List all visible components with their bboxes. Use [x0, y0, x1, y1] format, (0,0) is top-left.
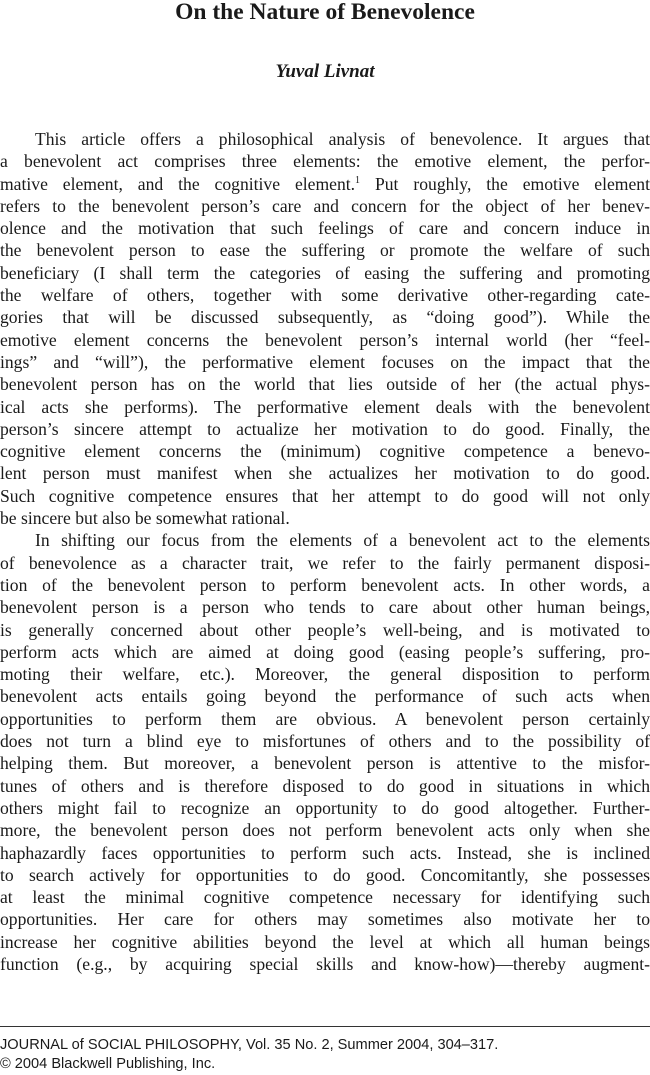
text-line: tunes of others and is therefore disposed to do good in situations in which: [0, 775, 650, 796]
text-line: opportunities to perform them are obvious. A benevolent person certainly: [0, 708, 650, 729]
text-line: helping them. But moreover, a benevolent person is attentive to the misfor-: [0, 753, 650, 774]
article-title: On the Nature of Benevolence: [175, 0, 475, 25]
text-line: emotive element concerns the benevolent person’s internal world (her “feel-: [0, 329, 650, 350]
text-line: This article offers a philosophical analysis of benevolence. It argues that: [35, 129, 650, 149]
article-body: [0, 128, 650, 975]
text-line: a benevolent act comprises three elements: the emotive element, the perfor-: [0, 151, 650, 172]
text-line: person’s sincere attempt to actualize her motivation to do good. Finally, the: [0, 418, 650, 439]
text-line: the welfare of others, together with some derivative other-regarding cate-: [0, 285, 650, 306]
text-line: perform acts which are aimed at doing good (easing people’s suffering, pro-: [0, 641, 650, 662]
text-line: ings” and “will”), the performative element focuses on the impact that the: [0, 351, 650, 372]
text-line: haphazardly faces opportunities to perform such acts. Instead, she is inclined: [0, 842, 650, 863]
text-line: cognitive element concerns the (minimum) cognitive competence a benevo-: [0, 441, 650, 462]
text-line: olence and the motivation that such feelings of care and concern induce in: [0, 218, 650, 239]
text-line: be sincere but also be somewhat rational.: [0, 508, 290, 529]
text-line: to search actively for opportunities to do good. Concomitantly, she possesses: [0, 864, 650, 885]
text-line: benevolent person is a person who tends to care about other human beings,: [0, 597, 650, 618]
text-line: opportunities. Her care for others may sometimes also motivate her to: [0, 909, 650, 930]
text-line: In shifting our focus from the elements of a benevolent act to the elements: [35, 530, 650, 551]
text-line: increase her cognitive abilities beyond the level at which all human beings: [0, 931, 650, 952]
text-line: more, the benevolent person does not perform benevolent acts only when she: [0, 820, 650, 841]
text-line: tion of the benevolent person to perform benevolent acts. In other words, a: [0, 574, 650, 595]
text-line: others might fail to recognize an opportunity to do good altogether. Further-: [0, 797, 650, 818]
text-line: is generally concerned about other people’s well-being, and is motivated to: [0, 619, 650, 640]
text-line: Such cognitive competence ensures that her attempt to do good will not only: [0, 485, 650, 506]
text-line: refers to the benevolent person’s care and concern for the object of her benev-: [0, 195, 650, 216]
text-line: ical acts she performs). The performative element deals with the benevolent: [0, 396, 650, 417]
text-line: the benevolent person to ease the suffering or promote the welfare of such: [0, 240, 650, 261]
text-line: gories that will be discussed subsequently, as “doing good”). While the: [0, 307, 650, 328]
text-line-with-footnote: [0, 173, 650, 195]
paragraph-1: [0, 128, 650, 529]
footer-divider: [0, 1026, 650, 1027]
copyright-notice: © 2004 Blackwell Publishing, Inc.: [0, 1056, 216, 1072]
text-line: does not turn a blind eye to misfortunes of others and to the possibility of: [0, 731, 650, 752]
text-line: moting their welfare, etc.). Moreover, the general disposition to perform: [0, 664, 650, 685]
text-line: function (e.g., by acquiring special skills and know-how)—thereby augment-: [0, 953, 650, 974]
text-line: beneficiary (I shall term the categories of easing the suffering and promoting: [0, 262, 650, 283]
paragraph-2: [0, 529, 650, 975]
article-author: Yuval Livnat: [275, 61, 375, 82]
journal-citation: JOURNAL of SOCIAL PHILOSOPHY, Vol. 35 No. 2, Summer 2004, 304–317.: [0, 1037, 499, 1053]
text-line: lent person must manifest when she actualizes her motivation to do good.: [0, 463, 650, 484]
text-line: benevolent acts entails going beyond the performance of such acts when: [0, 686, 650, 707]
text-line: benevolent person has on the world that lies outside of her (the actual phys-: [0, 374, 650, 395]
text-fragment: mative element, and the cognitive element.: [0, 173, 356, 194]
footnote-ref[interactable]: 1: [355, 174, 361, 186]
text-line: at least the minimal cognitive competence necessary for identifying such: [0, 887, 650, 908]
page-footer: [0, 1036, 650, 1074]
text-fragment: Put roughly, the emotive element: [360, 173, 650, 194]
text-line: of benevolence as a character trait, we refer to the fairly permanent disposi-: [0, 552, 650, 573]
